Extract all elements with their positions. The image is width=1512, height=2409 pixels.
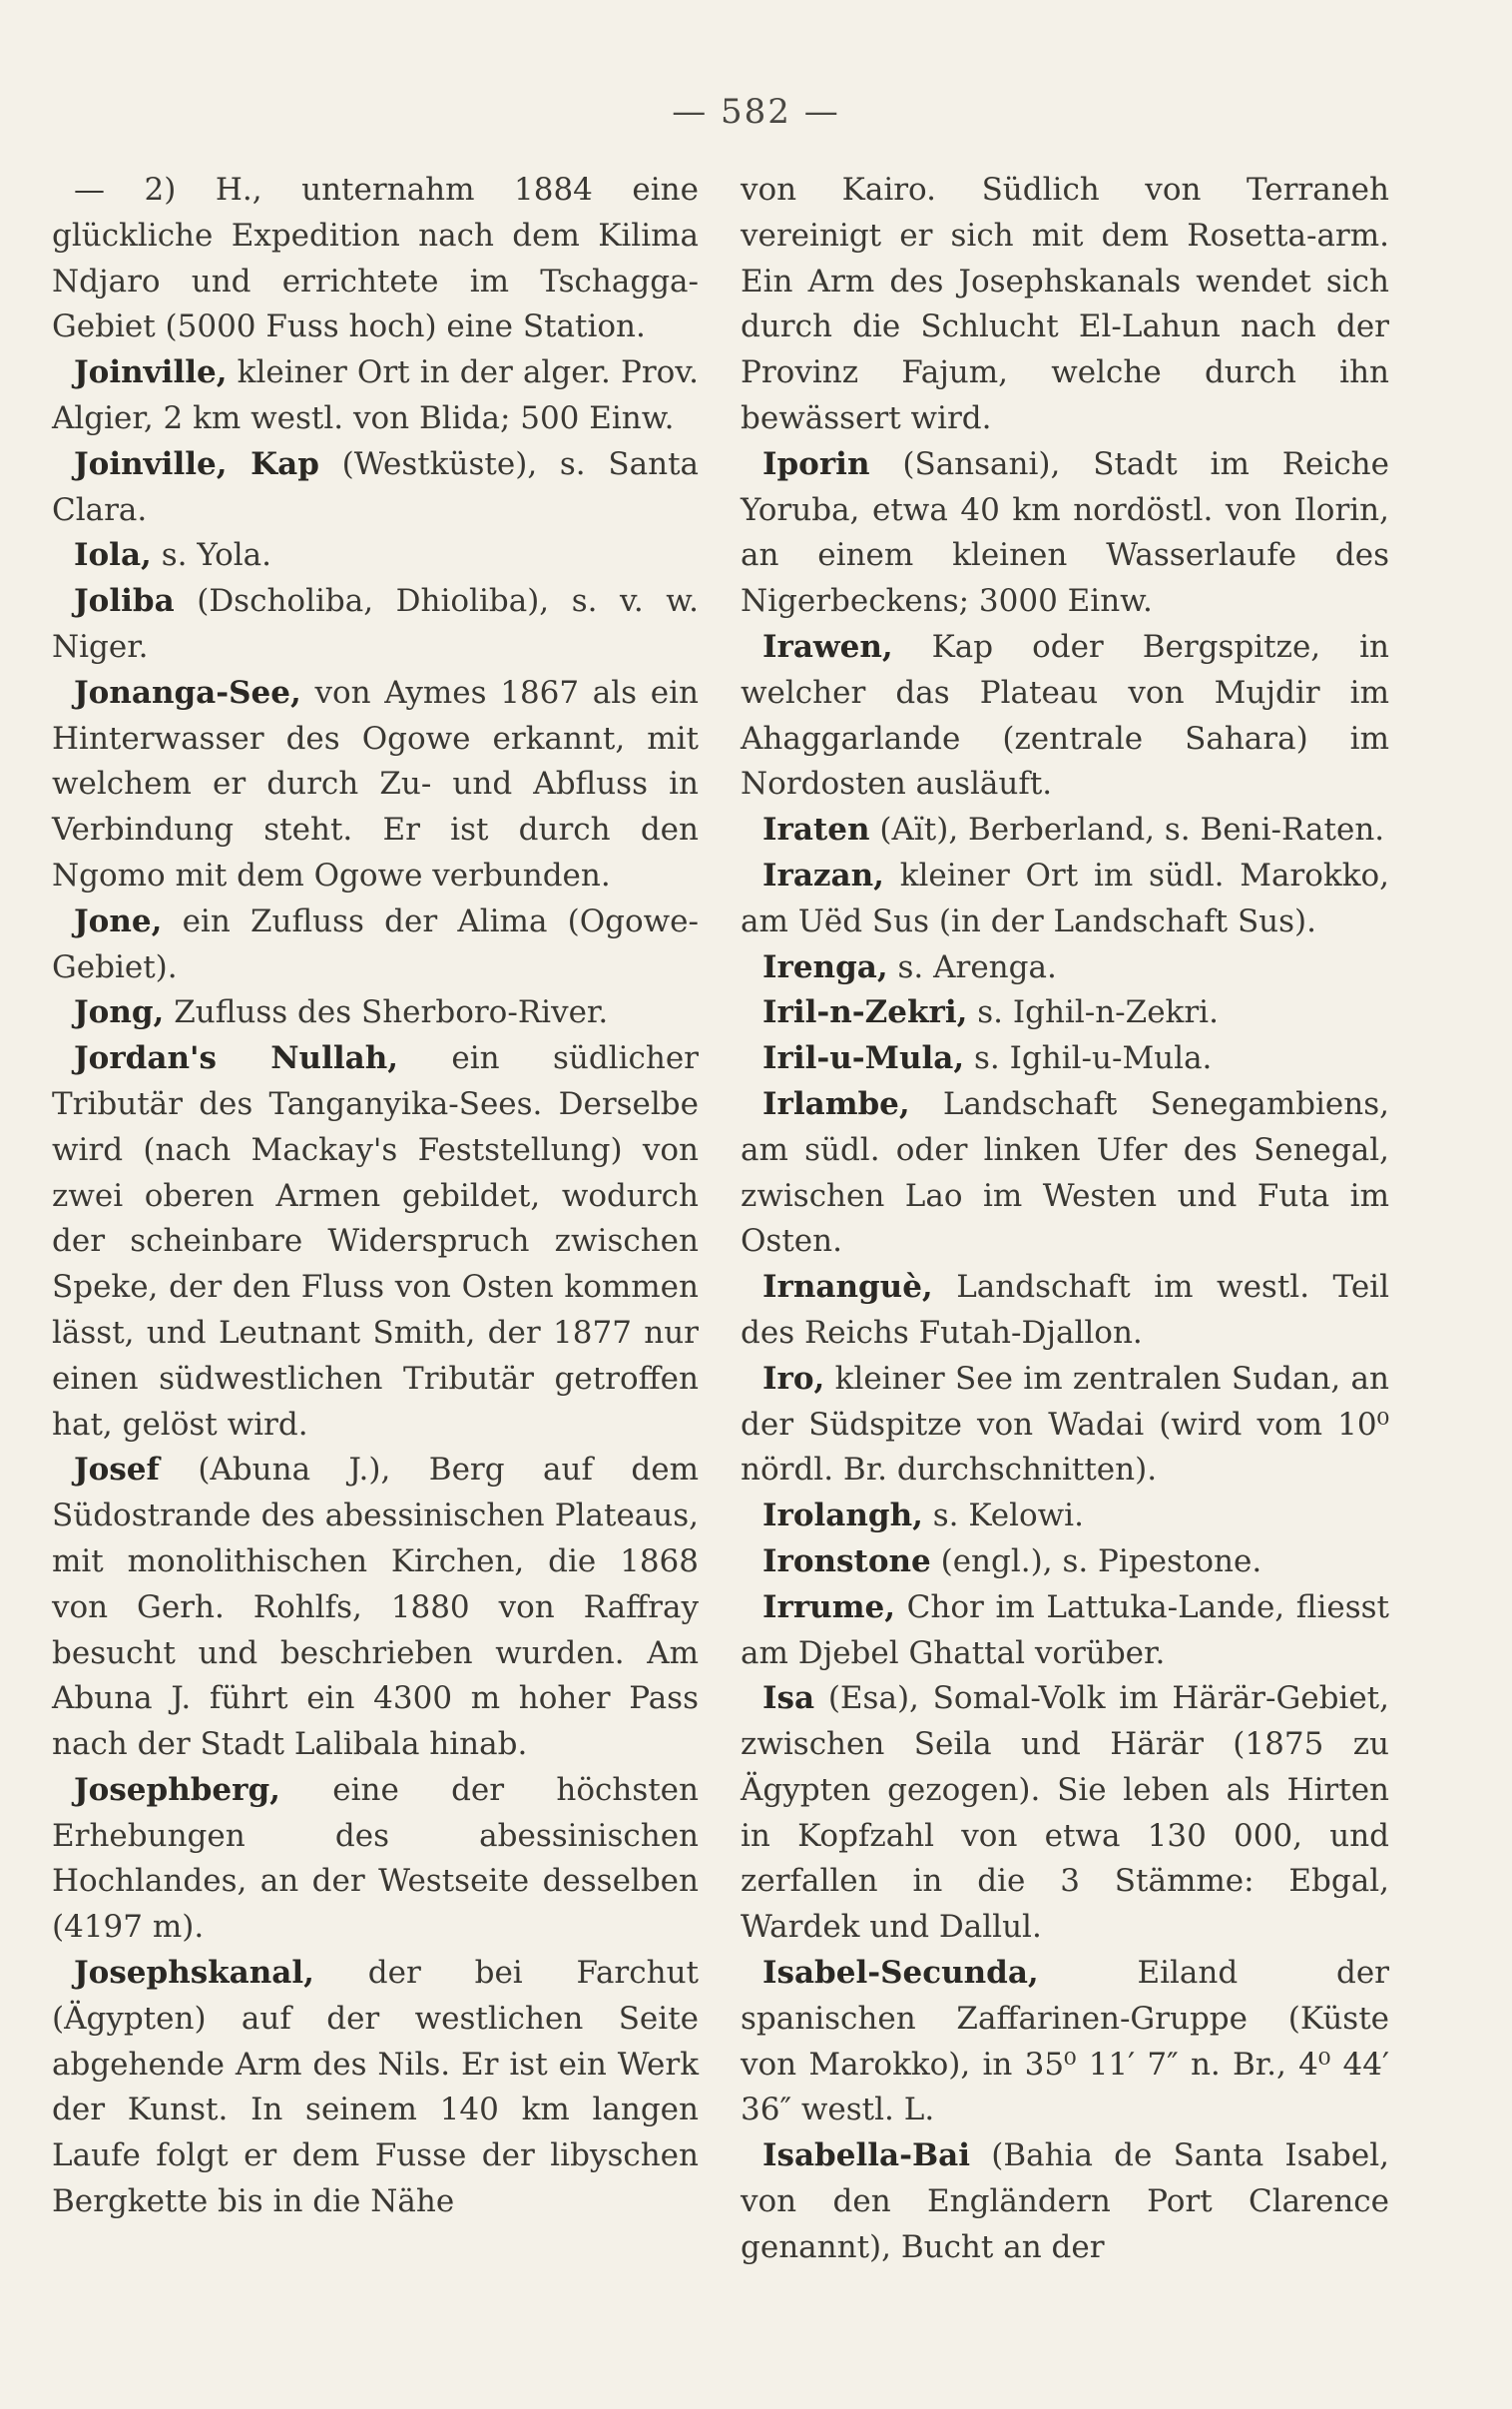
entry (52, 990, 699, 1036)
entry (52, 442, 699, 534)
entry-text: s. Yola. (151, 537, 271, 574)
headword: Josephskanal, (74, 1955, 314, 1992)
entry (741, 1539, 1389, 1585)
headword: Iporin (762, 445, 870, 482)
entry (741, 1357, 1389, 1494)
entry-text: eine der höchsten Erhebungen des abessinischen Hochlandes, an der Westseite desselben (4197 m). (52, 1771, 699, 1946)
entry-text: kleiner Ort im südl. Marokko, am Uëd Sus (in der Landschaft Sus). (741, 857, 1389, 939)
entry-text: ein südlicher Tributär des Tanganyika-Sees. Derselbe wird (nach Mackay's Feststellung) von zwei oberen Armen gebildet, wodurch der scheinbare Widerspruch zwischen Speke, der den Fluss von Osten kommen lässt, und Leutnant Smith, der 1877 nur einen südwestlichen Tributär getroffen hat, gelöst wird. (52, 1040, 699, 1443)
headword: Iraten (762, 812, 870, 849)
entry (52, 533, 699, 579)
entry-text: s. Ighil-u-Mula. (964, 1040, 1213, 1077)
entry-text: (Aït), Berberland, s. Beni-Raten. (869, 812, 1385, 849)
entry-text: Chor im Lattuka-Lande, fliesst am Djebel Ghattal vorüber. (741, 1588, 1389, 1671)
headword: Jong, (74, 994, 165, 1031)
headword: Irlambe, (762, 1085, 910, 1122)
headword: Jordan's Nullah, (74, 1040, 399, 1077)
entry (741, 442, 1389, 625)
headword: Isa (762, 1680, 815, 1717)
headword: Iro, (762, 1360, 825, 1397)
headword: Iril-n-Zekri, (762, 994, 968, 1031)
headword: Irawen, (762, 628, 893, 665)
entry-text: (engl.), s. Pipestone. (930, 1542, 1262, 1579)
entry-text: Landschaft Senegambiens, am südl. oder linken Ufer des Senegal, zwischen Lao im Westen und Futa im Osten. (741, 1085, 1389, 1260)
entry-text: von Kairo. Südlich von Terraneh vereinigt er sich mit dem Rosetta-arm. Ein Arm des Josephskanals wendet sich durch die Schlucht El-Lahun nach der Provinz Fajum, welche durch ihn bewässert wird. (741, 172, 1389, 436)
entry-text: ein Zufluss der Alima (Ogowe-Gebiet). (52, 903, 699, 985)
headword: Joliba (74, 583, 175, 620)
entry-text: von Aymes 1867 als ein Hinterwasser des Ogowe erkannt, mit welchem er durch Zu- und Abfluss in Verbindung steht. Er ist durch den Ngomo mit dem Ogowe verbunden. (52, 674, 699, 894)
entry (741, 945, 1389, 991)
headword: Jonanga-See, (74, 674, 301, 711)
entry-text: s. Ighil-n-Zekri. (967, 994, 1219, 1031)
entry (741, 2133, 1389, 2270)
headword: Josephberg, (74, 1771, 280, 1808)
entry-text: der bei Farchut (Ägypten) auf der westlichen Seite abgehende Arm des Nils. Er ist ein Werk der Kunst. In seinem 140 km langen Laufe folgt er dem Fusse der libyschen Bergkette bis in die Nähe (52, 1955, 699, 2220)
headword: Josef (74, 1452, 160, 1489)
entry-text: Zufluss des Sherboro-River. (164, 994, 609, 1031)
headword: Iril-u-Mula, (762, 1040, 965, 1077)
headword: Isabel-Secunda, (762, 1955, 1039, 1992)
page-number: — 582 — (672, 92, 840, 132)
entry-text: (Abuna J.), Berg auf dem Südostrande des abessinischen Plateaus, mit monolithischen Kirchen, die 1868 von Gerh. Rohlfs, 1880 von Raffray besucht und beschrieben wurden. Am Abuna J. führt ein 4300 m hoher Pass nach der Stadt Lalibala hinab. (52, 1452, 699, 1763)
headword: Ironstone (762, 1542, 931, 1579)
entry (741, 854, 1389, 945)
entry (741, 1082, 1389, 1265)
entry (741, 1585, 1389, 1677)
entry-text: s. Arenga. (887, 948, 1057, 985)
entry (52, 350, 699, 442)
entry-text: Kap oder Bergspitze, in welcher das Plateau von Mujdir im Ahaggarlande (zentrale Sahara) im Nordosten ausläuft. (741, 628, 1389, 803)
entry (52, 579, 699, 671)
headword: Iola, (74, 537, 152, 574)
entry-text: (Westküste), s. Santa Clara. (52, 445, 700, 528)
entry (52, 1036, 699, 1448)
headword: Irrume, (762, 1588, 896, 1625)
entry-text: Landschaft im westl. Teil des Reichs Futah-Djallon. (741, 1269, 1389, 1351)
entry (741, 625, 1389, 808)
headword: Joinville, (74, 354, 228, 391)
headword: Irenga, (762, 948, 888, 985)
entry (741, 808, 1389, 854)
entry (52, 1448, 699, 1768)
entry (52, 1768, 699, 1951)
entry (52, 671, 699, 900)
entry (52, 900, 699, 991)
entry-text: kleiner Ort in der alger. Prov. Algier, 2 km westl. von Blida; 500 Einw. (52, 354, 699, 436)
entry (741, 1265, 1389, 1357)
entry-text: (Sansani), Stadt im Reiche Yoruba, etwa 40 km nordöstl. von Ilorin, an einem kleinen Wasserlaufe des Nigerbeckens; 3000 Einw. (741, 445, 1389, 620)
entry (741, 1676, 1389, 1951)
entry (52, 1951, 699, 2225)
entry-text: kleiner See im zentralen Sudan, an der Südspitze von Wadai (wird vom 10⁰ nördl. Br. durchschnitten). (741, 1360, 1389, 1489)
headword: Irazan, (762, 857, 884, 894)
entry-text: Eiland der spanischen Zaffarinen-Gruppe (Küste von Marokko), in 35⁰ 11′ 7″ n. Br., 4⁰ 44′ 36″ westl. L. (741, 1955, 1389, 2128)
entry (741, 1494, 1389, 1539)
entry-text: (Dscholiba, Dhioliba), s. v. w. Niger. (52, 583, 699, 665)
headword: Jone, (74, 903, 163, 939)
entry (741, 1951, 1389, 2133)
entry (741, 168, 1389, 442)
headword: Joinville, Kap (74, 445, 319, 482)
right-column (741, 168, 1389, 2271)
entry-text: s. Kelowi. (922, 1498, 1084, 1534)
headword: Irnanguè, (762, 1269, 933, 1306)
headword: Isabella-Bai (762, 2137, 971, 2174)
entry (741, 990, 1389, 1036)
entry (741, 1036, 1389, 1082)
left-column (52, 168, 699, 2225)
entry-text: (Esa), Somal-Volk im Härär-Gebiet, zwischen Seila und Härär (1875 zu Ägypten gezogen). Sie leben als Hirten in Kopfzahl von etwa 130 000, und zerfallen in die 3 Stämme: Ebgal, Wardek und Dallul. (741, 1680, 1389, 1946)
headword: Irolangh, (762, 1498, 923, 1534)
entry-text: — 2) H., unternahm 1884 eine glückliche Expedition nach dem Kilima Ndjaro und errichtete im Tschagga-Gebiet (5000 Fuss hoch) eine Station. (52, 172, 699, 345)
entry-text: (Bahia de Santa Isabel, von den Engländern Port Clarence genannt), Bucht an der (741, 2137, 1389, 2265)
entry (52, 168, 699, 350)
